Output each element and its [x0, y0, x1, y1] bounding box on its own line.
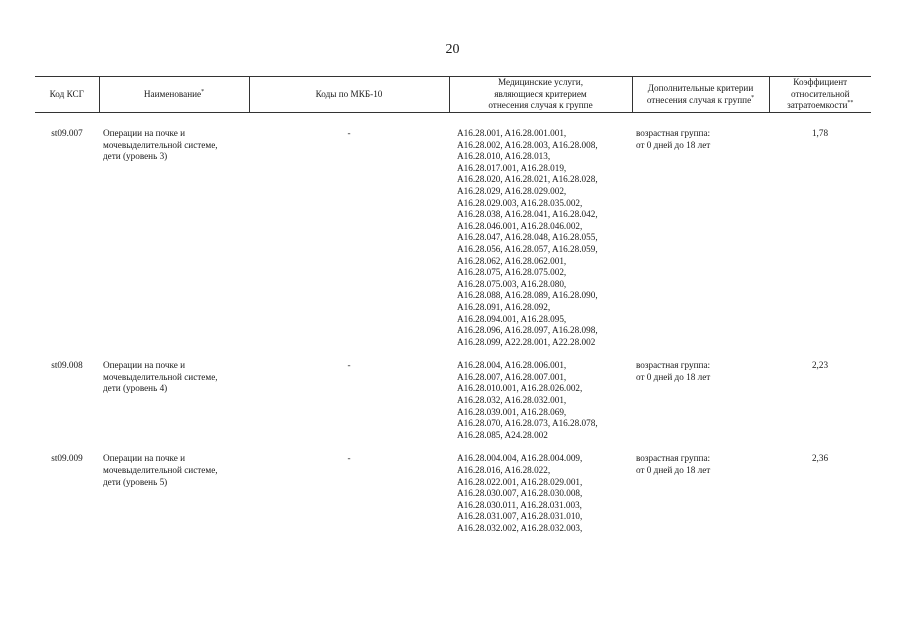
table-row: [35, 113, 871, 349]
ksg-name-cell: Операции на почке и мочевыделительной системе, дети (уровень 3): [103, 128, 218, 162]
medical-services-cell: A16.28.004, A16.28.006.001, A16.28.007, A16.28.007.001, A16.28.010.001, A16.28.026.002, A16.28.032, A16.28.032.001, A16.28.039.001, A16.28.069, A16.28.070, A16.28.073, A16.28.078, A16.28.085, A24.28.002: [457, 360, 598, 440]
ksg-name-cell: Операции на почке и мочевыделительной системе, дети (уровень 5): [103, 453, 218, 487]
mkb-codes-cell: -: [347, 453, 351, 464]
medical-services-cell: A16.28.004.004, A16.28.004.009, A16.28.016, A16.28.022, A16.28.022.001, A16.28.029.001, A16.28.030.007, A16.28.030.008, A16.28.030.011, A16.28.031.003, A16.28.031.007, A16.28.031.010, A16.28.032.002, A16.28.032.003,: [457, 453, 583, 533]
ksg-name-cell: Операции на почке и мочевыделительной системе, дети (уровень 4): [103, 360, 218, 394]
page-number: 20: [445, 42, 460, 57]
header-coefficient: Коэффициент относительной затратоемкости**: [769, 77, 871, 113]
header-mkb: Коды по МКБ-10: [249, 77, 449, 113]
additional-criteria-cell: возрастная группа: от 0 дней до 18 лет: [636, 360, 711, 382]
header-code: Код КСГ: [35, 77, 99, 113]
ksg-code-cell: st09.007: [51, 128, 83, 138]
ksg-table: [35, 76, 871, 535]
mkb-codes-cell: -: [347, 360, 351, 371]
header-criteria: Дополнительные критерии отнесения случая к группе*: [632, 77, 769, 113]
additional-criteria-cell: возрастная группа: от 0 дней до 18 лет: [636, 453, 711, 476]
ksg-code-cell: st09.009: [51, 453, 83, 464]
coefficient-cell: 2,23: [811, 360, 829, 371]
mkb-codes-cell: -: [347, 128, 351, 138]
medical-services-cell: A16.28.001, A16.28.001.001, A16.28.002, A16.28.003, A16.28.008, A16.28.010, A16.28.013, A16.28.017.001, A16.28.019, A16.28.020, A16.28.021, A16.28.028, A16.28.029, A16.28.029.002, A16.28.029.003, A16.28.035.002, A16.28.038, A16.28.041, A16.28.042, A16.28.046.001, A16.28.046.002, A16.28.047, A16.28.048, A16.28.055, A16.28.056, A16.28.057, A16.28.059, A16.28.062, A16.28.062.001, A16.28.075, A16.28.075.002, A16.28.075.003, A16.28.080, A16.28.088, A16.28.089, A16.28.090, A16.28.091, A16.28.092, A16.28.094.001, A16.28.095, A16.28.096, A16.28.097, A16.28.098, A16.28.099, A22.28.001, A22.28.002: [457, 128, 598, 347]
table-row: [35, 441, 871, 534]
header-services: Медицинские услуги, являющиеся критерием отнесения случая к группе: [449, 77, 632, 113]
table-row: [35, 348, 871, 441]
coefficient-cell: 2,36: [811, 453, 829, 464]
table-body: [35, 113, 871, 535]
header-name: Наименование*: [99, 77, 249, 113]
ksg-code-cell: st09.008: [51, 360, 83, 371]
additional-criteria-cell: возрастная группа: от 0 дней до 18 лет: [636, 128, 711, 150]
table-header: [35, 77, 871, 113]
coefficient-cell: 1,78: [811, 128, 829, 138]
